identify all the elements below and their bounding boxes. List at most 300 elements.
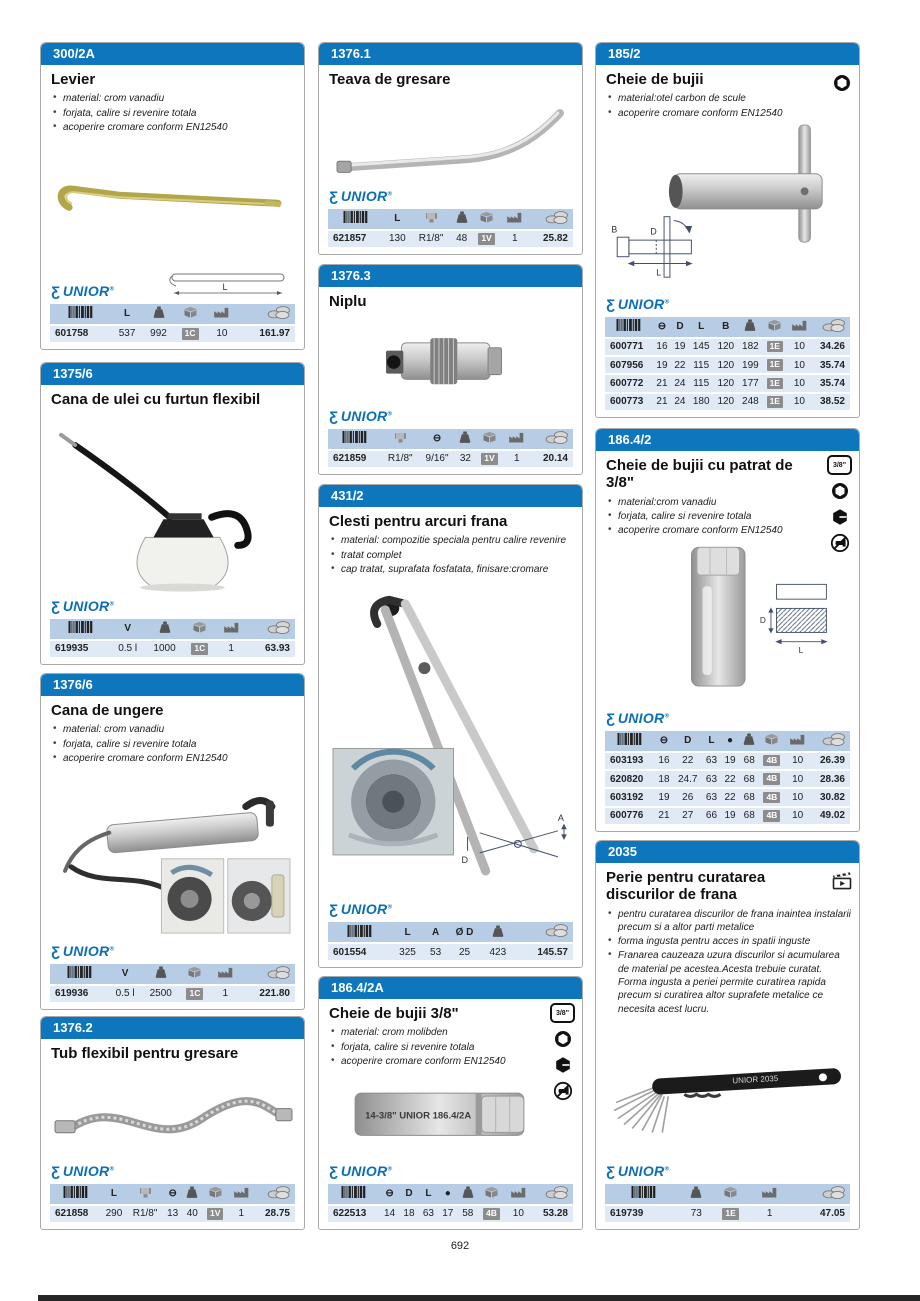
package-icon bbox=[759, 731, 785, 751]
unior-symbol-icon: Ʒ bbox=[51, 942, 60, 959]
cell: R1/8" bbox=[381, 451, 419, 467]
weight-icon bbox=[145, 619, 184, 639]
product-card-1375-6 bbox=[40, 362, 305, 665]
cell-price: 221.80 bbox=[240, 986, 295, 1002]
thread-fitting-icon bbox=[411, 209, 450, 229]
feature-item: • forjata, calire si revenire totala bbox=[331, 1041, 542, 1054]
cell: 1 bbox=[215, 641, 246, 657]
table-row: 620820 18 24.7 63 22 68 4B 10 28.36 bbox=[605, 771, 850, 787]
feature-item: • pentru curatarea discurilor de frana inaintea instalarii precum si a altor parti metalice bbox=[608, 908, 851, 935]
unior-logo: Ʒ UNIOR® bbox=[329, 1162, 393, 1179]
inset-photo bbox=[228, 859, 290, 933]
spec-table bbox=[328, 1182, 573, 1224]
col-length: L bbox=[101, 1184, 127, 1204]
product-card-186-4-2 bbox=[595, 428, 860, 832]
cell bbox=[473, 231, 501, 247]
cell-price: 25.82 bbox=[529, 231, 573, 247]
product-code: 186.4/2 bbox=[596, 429, 859, 451]
product-card-1376-3 bbox=[318, 264, 583, 475]
cell: 32 bbox=[455, 451, 476, 467]
product-code: 431/2 bbox=[319, 485, 582, 507]
packaging-badge: 4B bbox=[483, 1208, 500, 1219]
packaging-badge: 1E bbox=[767, 341, 783, 352]
cell: R1/8" bbox=[411, 231, 450, 247]
factory-icon bbox=[505, 1184, 532, 1204]
packaging-badge: 4B bbox=[763, 810, 780, 821]
table-row bbox=[328, 944, 573, 960]
svg-text:D: D bbox=[461, 855, 469, 866]
table-row bbox=[50, 986, 295, 1002]
svg-text:B: B bbox=[611, 224, 618, 235]
factory-icon bbox=[206, 304, 238, 324]
cell-sku: 619739 bbox=[605, 1206, 681, 1222]
barcode-icon bbox=[328, 922, 391, 942]
cell bbox=[184, 641, 215, 657]
package-icon bbox=[180, 964, 210, 984]
unior-logo: Ʒ UNIOR® bbox=[51, 597, 115, 614]
unior-logo: Ʒ UNIOR® bbox=[329, 187, 393, 204]
feature-list bbox=[49, 92, 296, 135]
factory-icon bbox=[750, 1184, 790, 1204]
package-icon bbox=[473, 209, 501, 229]
hex-socket-icon bbox=[832, 73, 852, 93]
price-icon bbox=[247, 619, 295, 639]
product-image-levier bbox=[49, 137, 296, 266]
page-trim-bar bbox=[38, 1295, 920, 1301]
col-hex: ⊖ bbox=[419, 429, 455, 449]
product-marking: UNIOR 2035 bbox=[732, 1073, 779, 1086]
unior-symbol-icon: Ʒ bbox=[329, 407, 338, 424]
table-row: 600776 21 27 66 19 68 4B 10 49.02 bbox=[605, 808, 850, 824]
product-image-spark-plug-socket-square bbox=[604, 540, 851, 708]
col-b: B bbox=[714, 317, 739, 337]
barcode-icon bbox=[605, 1184, 681, 1204]
packaging-badge: 4B bbox=[763, 773, 780, 784]
col-hex: ⊖ bbox=[380, 1184, 399, 1204]
product-card-1376-1 bbox=[318, 42, 583, 255]
factory-icon bbox=[500, 209, 529, 229]
product-title: Teava de gresare bbox=[329, 71, 451, 88]
no-impact-icon bbox=[830, 533, 850, 553]
cell: 63 bbox=[419, 1206, 438, 1222]
table-row bbox=[605, 1206, 850, 1222]
feature-list bbox=[604, 908, 851, 1017]
svg-text:D: D bbox=[650, 226, 657, 237]
col-length: L bbox=[391, 922, 423, 942]
cell: 25 bbox=[447, 944, 481, 960]
factory-icon bbox=[228, 1184, 254, 1204]
cell-sku: 621859 bbox=[328, 451, 381, 467]
spec-table bbox=[50, 302, 295, 344]
cell: 1 bbox=[228, 1206, 254, 1222]
col-hex: ⊖ bbox=[655, 731, 674, 751]
feature-item: • Franarea cauzeaza uzura discurilor si acumularea de material pe acestea.Acesta trebuie curatat. Forma ingusta a periei permite curatirea rapida precum si curatirea altor suprafete metalice ce necesita acest lucru. bbox=[608, 949, 851, 1015]
col-length: L bbox=[689, 317, 714, 337]
weight-icon bbox=[451, 209, 473, 229]
feature-item: • forjata, calire si revenire totala bbox=[53, 738, 296, 751]
product-code: 1375/6 bbox=[41, 363, 304, 385]
product-title: Levier bbox=[51, 71, 96, 88]
spec-table bbox=[328, 427, 573, 469]
svg-text:A: A bbox=[557, 812, 564, 823]
cell: 73 bbox=[681, 1206, 711, 1222]
product-card-1376-6 bbox=[40, 673, 305, 1010]
product-image-spark-plug-socket bbox=[327, 1071, 574, 1162]
unior-logo: Ʒ UNIOR® bbox=[51, 1162, 115, 1179]
price-icon bbox=[514, 922, 573, 942]
weight-icon bbox=[482, 922, 514, 942]
cell: 537 bbox=[111, 326, 142, 342]
cell: 53 bbox=[424, 944, 448, 960]
table-row: 603193 16 22 63 19 68 4B 10 26.39 bbox=[605, 753, 850, 769]
weight-icon bbox=[143, 304, 174, 324]
inset-photo-brake-drum bbox=[333, 749, 453, 855]
spec-table bbox=[328, 920, 573, 962]
col-length: L bbox=[383, 209, 411, 229]
feature-item: • acoperire cromare conform EN12540 bbox=[331, 1055, 542, 1068]
packaging-badge: 4B bbox=[763, 792, 780, 803]
barcode-icon bbox=[328, 429, 381, 449]
cell: 130 bbox=[383, 231, 411, 247]
product-card-1376-2 bbox=[40, 1016, 305, 1230]
feature-item: • acoperire cromare conform EN12540 bbox=[608, 524, 819, 537]
feature-item: • forjata, calire si revenire totala bbox=[608, 510, 819, 523]
feature-list bbox=[604, 92, 851, 121]
package-icon bbox=[476, 429, 503, 449]
product-image-grease-gun bbox=[49, 768, 296, 942]
cell: 992 bbox=[143, 326, 174, 342]
dimension-drawing bbox=[760, 585, 827, 655]
barcode-icon bbox=[328, 209, 383, 229]
cell-price: 161.97 bbox=[238, 326, 295, 342]
product-code: 186.4/2A bbox=[319, 977, 582, 999]
table-row bbox=[328, 451, 573, 467]
packaging-badge: 1E bbox=[767, 359, 783, 370]
unior-symbol-icon: Ʒ bbox=[329, 1162, 338, 1179]
col-d: D bbox=[399, 1184, 418, 1204]
spec-table bbox=[328, 207, 573, 249]
cell: 58 bbox=[458, 1206, 479, 1222]
page-number: 692 bbox=[450, 1240, 470, 1252]
factory-icon bbox=[503, 429, 531, 449]
price-icon bbox=[240, 964, 295, 984]
feature-list bbox=[49, 723, 296, 766]
square-drive-icon: 3/8" bbox=[550, 1003, 575, 1023]
square-drive-icon: 3/8" bbox=[827, 455, 852, 475]
video-icon bbox=[832, 871, 852, 891]
factory-icon bbox=[210, 964, 240, 984]
feature-item: • cap tratat, suprafata fosfatata, finisare:cromare bbox=[331, 563, 574, 576]
unior-logo: Ʒ UNIOR® bbox=[51, 942, 115, 959]
feature-item: • acoperire cromare conform EN12540 bbox=[53, 121, 296, 134]
feature-list bbox=[327, 534, 574, 577]
cell: 1 bbox=[750, 1206, 790, 1222]
cell: 2500 bbox=[142, 986, 180, 1002]
unior-symbol-icon: Ʒ bbox=[606, 295, 615, 312]
col-d: D bbox=[671, 317, 689, 337]
package-icon bbox=[763, 317, 787, 337]
unior-logo: Ʒ UNIOR® bbox=[329, 901, 393, 917]
table-row bbox=[50, 641, 295, 657]
cell bbox=[478, 1206, 505, 1222]
spec-table bbox=[605, 315, 850, 412]
product-code: 1376.1 bbox=[319, 43, 582, 65]
unior-symbol-icon: Ʒ bbox=[51, 1162, 60, 1179]
package-icon bbox=[174, 304, 206, 324]
unior-logo: Ʒ UNIOR® bbox=[606, 709, 670, 726]
packaging-badge: 1E bbox=[767, 378, 783, 389]
price-icon bbox=[238, 304, 295, 324]
cell-sku: 601554 bbox=[328, 944, 391, 960]
product-marking: 14-3/8" UNIOR 186.4/2A bbox=[365, 1110, 472, 1122]
col-hex: ⊖ bbox=[653, 317, 671, 337]
cell-sku: 619936 bbox=[50, 986, 109, 1002]
profile-icons bbox=[827, 455, 852, 553]
cell bbox=[202, 1206, 228, 1222]
product-image-wire-brush bbox=[604, 1019, 851, 1162]
spec-table bbox=[50, 962, 295, 1004]
product-title: Perie pentru curatarea discurilor de frana bbox=[606, 869, 766, 904]
weight-icon bbox=[182, 1184, 202, 1204]
price-icon bbox=[811, 731, 850, 751]
unior-logo: Ʒ UNIOR® bbox=[606, 1162, 670, 1179]
feature-item: • acoperire cromare conform EN12540 bbox=[53, 752, 296, 765]
product-title: Cheie de bujii cu patrat de 3/8" bbox=[606, 457, 793, 492]
cell: 423 bbox=[482, 944, 514, 960]
packaging-badge: 1E bbox=[767, 396, 783, 407]
packaging-badge: 1V bbox=[481, 453, 497, 464]
product-card-186-4-2a bbox=[318, 976, 583, 1230]
product-title: Cheie de bujii bbox=[606, 71, 704, 88]
table-row: 600773 21 24 180 120 248 1E 10 38.52 bbox=[605, 394, 850, 410]
thread-fitting-icon bbox=[127, 1184, 163, 1204]
cell: 13 bbox=[163, 1206, 182, 1222]
cell-sku: 621857 bbox=[328, 231, 383, 247]
product-code: 300/2A bbox=[41, 43, 304, 65]
factory-icon bbox=[787, 317, 812, 337]
unior-symbol-icon: Ʒ bbox=[329, 187, 338, 204]
cell: 18 bbox=[399, 1206, 418, 1222]
cell bbox=[180, 986, 210, 1002]
unior-logo: Ʒ UNIOR® bbox=[606, 295, 670, 312]
product-title: Cana de ulei cu furtun flexibil bbox=[51, 391, 261, 408]
outside-hex-icon bbox=[553, 1055, 573, 1075]
cell-price: 47.05 bbox=[790, 1206, 851, 1222]
product-card-2035 bbox=[595, 840, 860, 1230]
weight-icon bbox=[739, 731, 759, 751]
profile-icons bbox=[832, 871, 852, 891]
cell: 290 bbox=[101, 1206, 127, 1222]
col-volume: V bbox=[109, 964, 142, 984]
unior-symbol-icon: Ʒ bbox=[606, 1162, 615, 1179]
feature-item: • material: crom vanadiu bbox=[53, 723, 296, 736]
unior-symbol-icon: Ʒ bbox=[329, 901, 338, 917]
cell bbox=[711, 1206, 750, 1222]
inset-photo bbox=[161, 859, 223, 933]
cell: 40 bbox=[182, 1206, 202, 1222]
package-icon bbox=[184, 619, 215, 639]
product-image-oil-can bbox=[49, 412, 296, 596]
barcode-icon bbox=[50, 1184, 101, 1204]
svg-text:L: L bbox=[222, 281, 228, 292]
feature-list bbox=[327, 1026, 574, 1069]
weight-icon bbox=[738, 317, 763, 337]
product-title: Clesti pentru arcuri frana bbox=[329, 513, 508, 530]
no-impact-icon bbox=[553, 1081, 573, 1101]
feature-item: • acoperire cromare conform EN12540 bbox=[608, 107, 819, 120]
cell: 325 bbox=[391, 944, 423, 960]
cell: 9/16" bbox=[419, 451, 455, 467]
product-image-nipple bbox=[327, 314, 574, 406]
product-image-flex-tube bbox=[49, 1066, 296, 1161]
price-icon bbox=[812, 317, 850, 337]
product-image-t-handle-wrench bbox=[604, 123, 851, 295]
product-card-185-2 bbox=[595, 42, 860, 418]
barcode-icon bbox=[605, 317, 653, 337]
col-d: D bbox=[673, 731, 702, 751]
factory-icon bbox=[215, 619, 246, 639]
packaging-badge: 4B bbox=[763, 755, 780, 766]
table-row: 600772 21 24 115 120 177 1E 10 35.74 bbox=[605, 375, 850, 391]
product-code: 185/2 bbox=[596, 43, 859, 65]
package-icon bbox=[478, 1184, 505, 1204]
cell: 1 bbox=[503, 451, 531, 467]
packaging-badge: 1C bbox=[191, 643, 208, 654]
unior-symbol-icon: Ʒ bbox=[606, 709, 615, 726]
col-drive: ● bbox=[438, 1184, 457, 1204]
table-row bbox=[328, 231, 573, 247]
product-image-brake-pliers bbox=[327, 579, 574, 900]
barcode-icon bbox=[50, 964, 109, 984]
product-code: 2035 bbox=[596, 841, 859, 863]
cell: 14 bbox=[380, 1206, 399, 1222]
feature-item: • material: compozitie speciala pentru calire revenire bbox=[331, 534, 574, 547]
price-icon bbox=[532, 1184, 573, 1204]
col-volume: V bbox=[111, 619, 145, 639]
cell: 1000 bbox=[145, 641, 184, 657]
dimension-drawing bbox=[162, 267, 294, 299]
packaging-badge: 1V bbox=[207, 1208, 223, 1219]
price-icon bbox=[790, 1184, 851, 1204]
cell: 0.5 l bbox=[111, 641, 145, 657]
product-card-431-2 bbox=[318, 484, 583, 968]
weight-icon bbox=[458, 1184, 479, 1204]
feature-item: • tratat complet bbox=[331, 549, 574, 562]
cell: 10 bbox=[505, 1206, 532, 1222]
unior-logo: Ʒ UNIOR® bbox=[51, 282, 115, 299]
product-code: 1376.2 bbox=[41, 1017, 304, 1039]
product-title: Cheie de bujii 3/8" bbox=[329, 1005, 459, 1022]
product-title: Niplu bbox=[329, 293, 367, 310]
unior-symbol-icon: Ʒ bbox=[51, 282, 60, 299]
packaging-badge: 1C bbox=[186, 988, 203, 999]
profile-icons bbox=[832, 73, 852, 93]
cell: 0.5 l bbox=[109, 986, 142, 1002]
svg-text:D: D bbox=[759, 615, 766, 626]
cell: 1 bbox=[500, 231, 529, 247]
barcode-icon bbox=[328, 1184, 380, 1204]
feature-item: • forjata, calire si revenire totala bbox=[53, 107, 296, 120]
unior-symbol-icon: Ʒ bbox=[51, 597, 60, 614]
cell: 48 bbox=[451, 231, 473, 247]
dimension-drawing bbox=[611, 217, 691, 278]
cell-price: 28.75 bbox=[255, 1206, 295, 1222]
svg-text:L: L bbox=[798, 645, 804, 656]
packaging-badge: 1C bbox=[182, 328, 199, 339]
table-row bbox=[328, 1206, 573, 1222]
col-length: L bbox=[419, 1184, 438, 1204]
feature-item: • material: crom molibden bbox=[331, 1026, 542, 1039]
col-length: L bbox=[111, 304, 142, 324]
cell-sku: 622513 bbox=[328, 1206, 380, 1222]
factory-icon bbox=[785, 731, 811, 751]
col-diameter: Ø D bbox=[447, 922, 481, 942]
col-hex: ⊖ bbox=[163, 1184, 182, 1204]
feature-item: • material:otel carbon de scule bbox=[608, 92, 819, 105]
price-icon bbox=[531, 429, 573, 449]
svg-text:L: L bbox=[656, 267, 662, 278]
cell-price: 20.14 bbox=[531, 451, 573, 467]
cell-price: 145.57 bbox=[514, 944, 573, 960]
hex-socket-icon bbox=[830, 481, 850, 501]
spec-table bbox=[50, 1182, 295, 1224]
package-icon bbox=[202, 1184, 228, 1204]
cell-price: 53.28 bbox=[532, 1206, 573, 1222]
weight-icon bbox=[681, 1184, 711, 1204]
feature-item: • material: crom vanadiu bbox=[53, 92, 296, 105]
price-icon bbox=[255, 1184, 295, 1204]
packaging-badge: 1V bbox=[478, 233, 494, 244]
product-code: 1376.3 bbox=[319, 265, 582, 287]
weight-icon bbox=[142, 964, 180, 984]
table-row bbox=[50, 326, 295, 342]
outside-hex-icon bbox=[830, 507, 850, 527]
cell: 1 bbox=[210, 986, 240, 1002]
table-row: 607956 19 22 115 120 199 1E 10 35.74 bbox=[605, 357, 850, 373]
thread-fitting-icon bbox=[381, 429, 419, 449]
cell-sku: 621858 bbox=[50, 1206, 101, 1222]
cell: 17 bbox=[438, 1206, 457, 1222]
cell bbox=[174, 326, 206, 342]
table-row: 603192 19 26 63 22 68 4B 10 30.82 bbox=[605, 789, 850, 805]
weight-icon bbox=[455, 429, 476, 449]
price-icon bbox=[529, 209, 573, 229]
product-title: Cana de ungere bbox=[51, 702, 164, 719]
col-length: L bbox=[702, 731, 721, 751]
col-a: A bbox=[424, 922, 448, 942]
product-card-300-2a bbox=[40, 42, 305, 350]
barcode-icon bbox=[605, 731, 655, 751]
package-icon bbox=[711, 1184, 750, 1204]
packaging-badge: 1E bbox=[722, 1208, 738, 1219]
product-code: 1376/6 bbox=[41, 674, 304, 696]
spec-table bbox=[605, 729, 850, 826]
spec-table bbox=[605, 1182, 850, 1224]
cell bbox=[476, 451, 503, 467]
product-image-grease-pipe bbox=[327, 92, 574, 186]
cell: R1/8" bbox=[127, 1206, 163, 1222]
table-row bbox=[50, 1206, 295, 1222]
profile-icons bbox=[550, 1003, 575, 1101]
unior-logo: Ʒ UNIOR® bbox=[329, 407, 393, 424]
spec-table bbox=[50, 617, 295, 659]
product-title: Tub flexibil pentru gresare bbox=[51, 1045, 239, 1062]
feature-item: • material:crom vanadiu bbox=[608, 496, 819, 509]
col-drive: ● bbox=[721, 731, 740, 751]
feature-list bbox=[604, 496, 851, 539]
cell-sku: 619935 bbox=[50, 641, 111, 657]
hex-socket-icon bbox=[553, 1029, 573, 1049]
